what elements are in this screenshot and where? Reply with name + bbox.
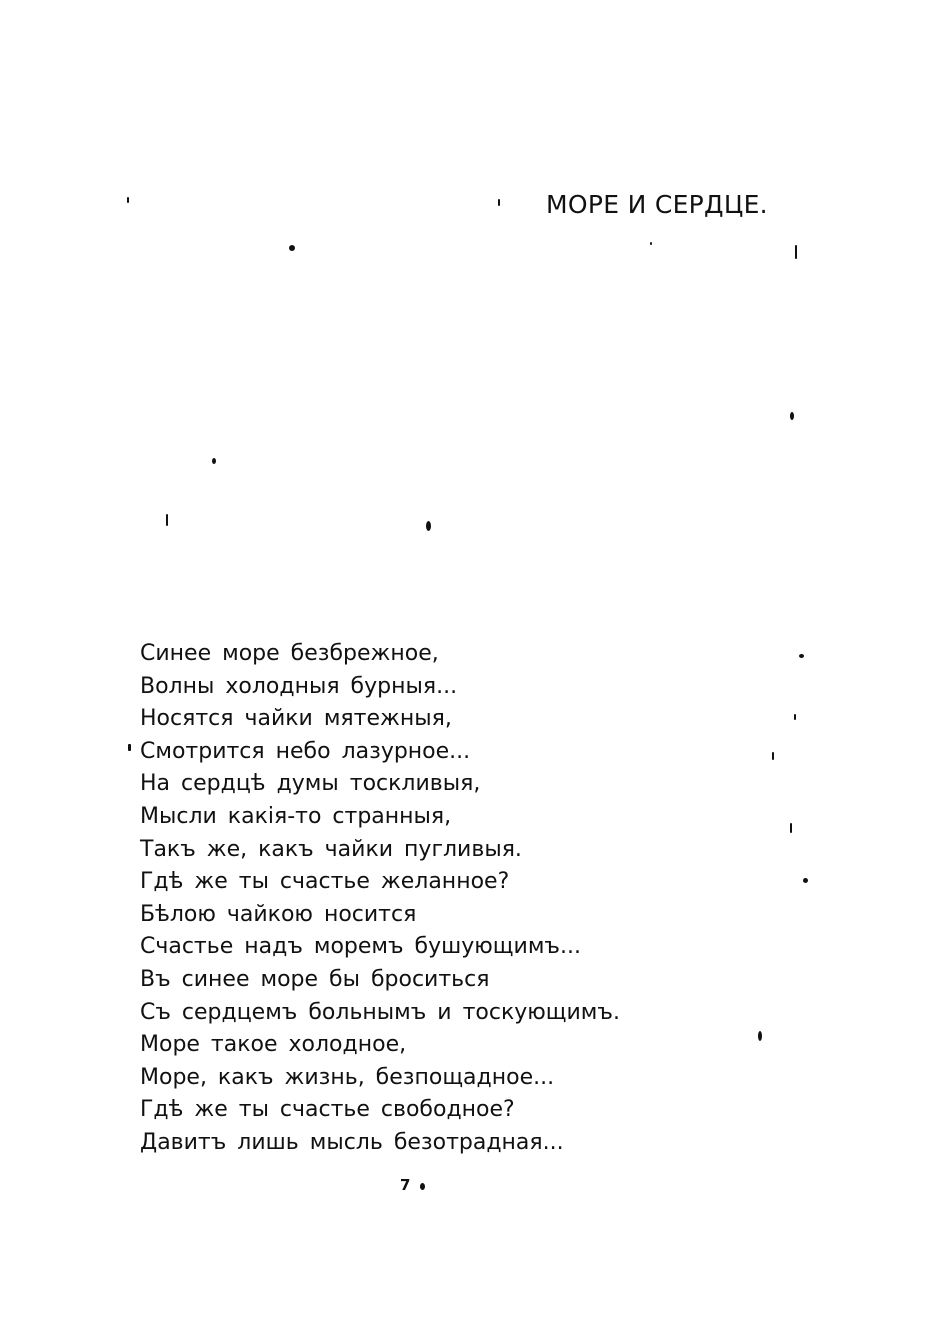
page-number: 7: [400, 1176, 411, 1194]
scan-speck: [795, 245, 797, 259]
scan-speck: [799, 654, 804, 658]
poem-line: Въ синее море бы броситься: [140, 966, 490, 992]
poem-line: Счастье надъ моремъ бушующимъ...: [140, 934, 581, 960]
scan-speck: [498, 199, 500, 206]
scan-speck: [420, 1183, 425, 1190]
poem-line: Съ сердцемъ больнымъ и тоскующимъ.: [140, 999, 620, 1025]
scan-speck: [127, 197, 129, 203]
poem-line: На сердцѣ думы тоскливыя,: [140, 771, 481, 797]
scan-speck: [212, 458, 216, 464]
poem-line: Море, какъ жизнь, безпощадное...: [140, 1064, 555, 1090]
poem-line: Гдѣ же ты счастье желанное?: [140, 869, 510, 895]
poem-title: МОРЕ И СЕРДЦЕ.: [546, 190, 768, 219]
poem-line: Бѣлою чайкою носится: [140, 901, 417, 927]
poem-line: Гдѣ же ты счастье свободное?: [140, 1097, 515, 1123]
poem-line: Давитъ лишь мысль безотрадная...: [140, 1129, 564, 1155]
scan-speck: [772, 752, 774, 760]
scan-speck: [790, 412, 794, 420]
scan-speck: [803, 878, 808, 883]
scan-speck: [790, 823, 792, 833]
poem-line: Носятся чайки мятежныя,: [140, 706, 452, 732]
scan-speck: [426, 521, 431, 531]
poem-line: Море такое холодное,: [140, 1032, 407, 1058]
poem-line: Такъ же, какъ чайки пугливыя.: [140, 836, 522, 862]
poem-line: Мысли какія-то странныя,: [140, 803, 452, 829]
poem-body: [140, 638, 620, 1160]
scan-speck: [166, 514, 168, 526]
scan-speck: [758, 1031, 762, 1041]
scan-speck: [289, 245, 295, 251]
scan-speck: [794, 714, 796, 720]
scan-speck: [650, 242, 652, 245]
scan-speck: [128, 744, 131, 751]
poem-line: Смотрится небо лазурное...: [140, 738, 471, 764]
poem-line: Синее море безбрежное,: [140, 641, 439, 666]
poem-line: Волны холодныя бурныя...: [140, 673, 458, 699]
